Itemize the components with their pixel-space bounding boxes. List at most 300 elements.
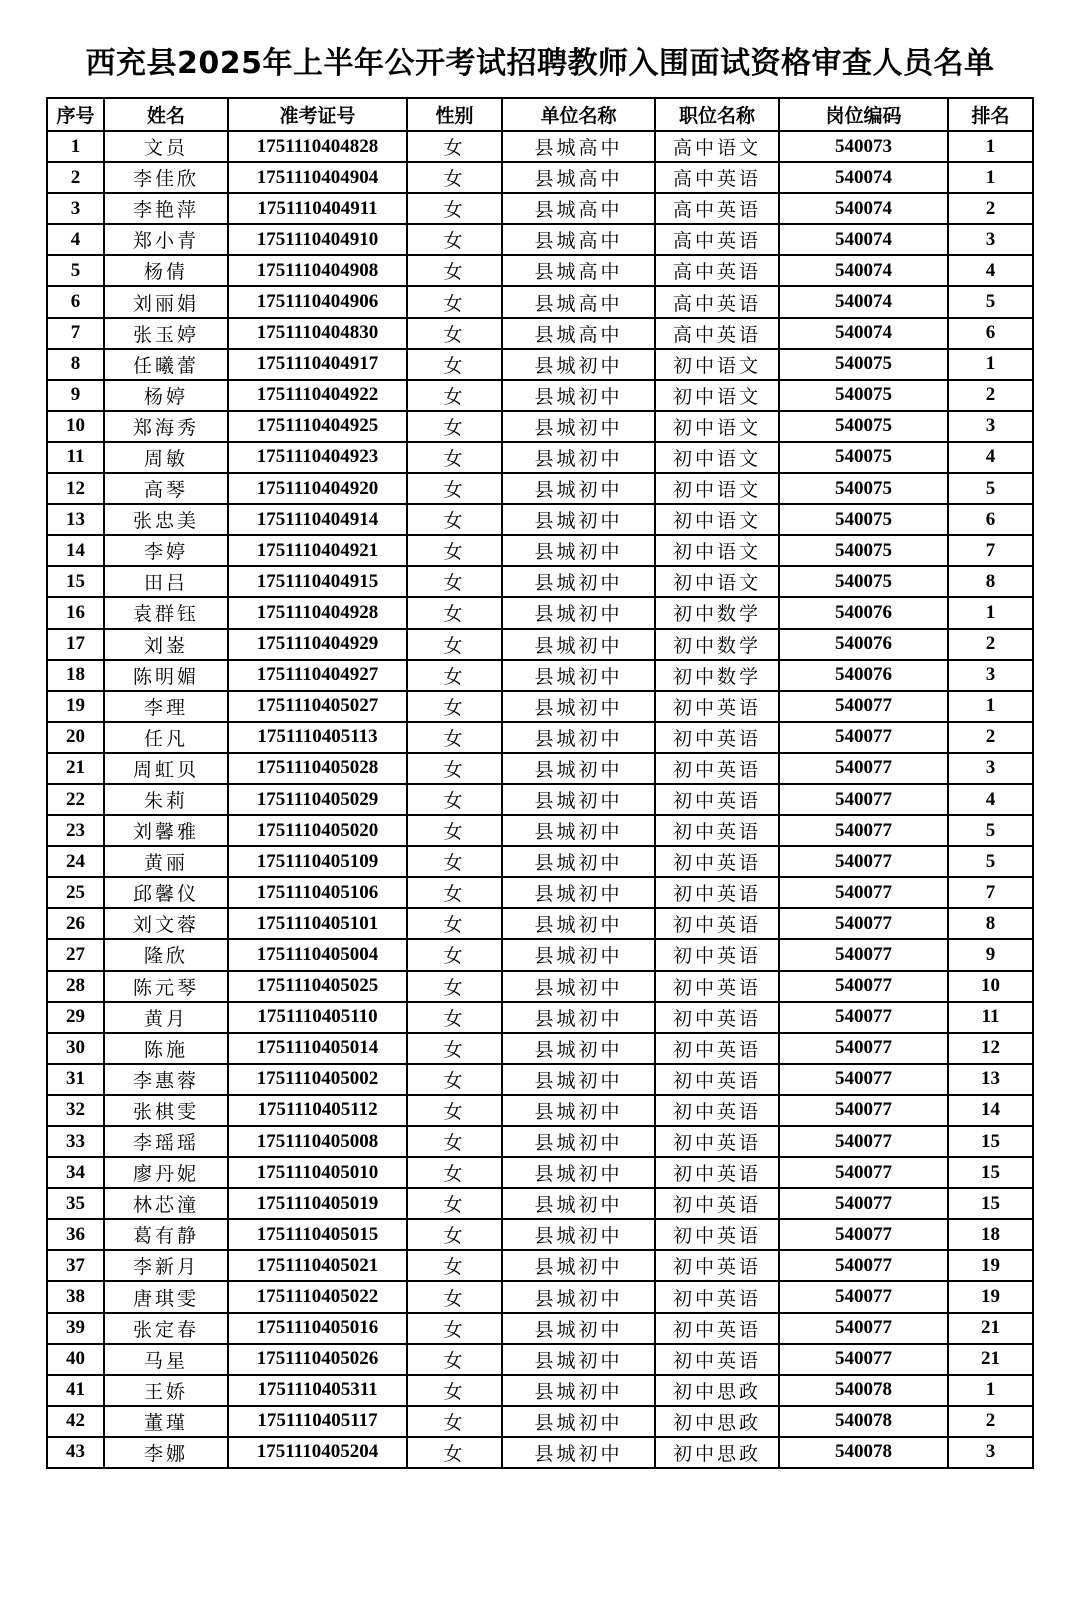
cell-gender: 女 [407,318,502,349]
cell-seq: 38 [47,1281,104,1312]
table-row [47,1281,1033,1312]
candidate-table [46,97,1034,1469]
cell-rank: 2 [948,629,1033,660]
cell-unit: 县城初中 [502,784,655,815]
cell-rank: 8 [948,566,1033,597]
cell-name: 杨倩 [104,255,228,286]
cell-gender: 女 [407,908,502,939]
cell-post-code: 540077 [779,1250,948,1281]
cell-name: 李佳欣 [104,162,228,193]
cell-position: 初中英语 [655,846,779,877]
cell-exam-id: 1751110404911 [228,193,407,224]
cell-exam-id: 1751110405113 [228,722,407,753]
cell-gender: 女 [407,131,502,162]
table-row [47,1033,1033,1064]
cell-seq: 21 [47,753,104,784]
table-row [47,535,1033,566]
cell-exam-id: 1751110405020 [228,815,407,846]
cell-gender: 女 [407,162,502,193]
cell-seq: 5 [47,255,104,286]
cell-seq: 9 [47,380,104,411]
table-row [47,380,1033,411]
cell-gender: 女 [407,722,502,753]
table-row [47,1406,1033,1437]
cell-name: 张忠美 [104,504,228,535]
cell-rank: 11 [948,1002,1033,1033]
cell-exam-id: 1751110405019 [228,1188,407,1219]
cell-gender: 女 [407,1250,502,1281]
cell-unit: 县城初中 [502,660,655,691]
cell-seq: 24 [47,846,104,877]
cell-name: 葛有静 [104,1219,228,1250]
cell-rank: 21 [948,1313,1033,1344]
cell-name: 任曦蕾 [104,349,228,380]
cell-seq: 2 [47,162,104,193]
cell-name: 刘文蓉 [104,908,228,939]
cell-position: 初中思政 [655,1437,779,1468]
cell-seq: 22 [47,784,104,815]
cell-seq: 30 [47,1033,104,1064]
cell-rank: 18 [948,1219,1033,1250]
cell-unit: 县城高中 [502,224,655,255]
cell-unit: 县城初中 [502,1437,655,1468]
table-row [47,1002,1033,1033]
cell-gender: 女 [407,815,502,846]
cell-name: 李婷 [104,535,228,566]
page-title: 西充县2025年上半年公开考试招聘教师入围面试资格审查人员名单 [85,46,995,81]
cell-position: 初中数学 [655,597,779,628]
cell-exam-id: 1751110405008 [228,1126,407,1157]
cell-post-code: 540077 [779,1344,948,1375]
cell-post-code: 540077 [779,908,948,939]
cell-position: 高中英语 [655,193,779,224]
cell-position: 高中语文 [655,131,779,162]
table-row [47,442,1033,473]
cell-seq: 14 [47,535,104,566]
cell-unit: 县城初中 [502,846,655,877]
cell-rank: 2 [948,722,1033,753]
cell-gender: 女 [407,1437,502,1468]
table-body [47,131,1033,1468]
cell-seq: 37 [47,1250,104,1281]
cell-gender: 女 [407,1375,502,1406]
cell-name: 隆欣 [104,939,228,970]
cell-post-code: 540077 [779,1219,948,1250]
cell-position: 初中语文 [655,566,779,597]
table-row [47,318,1033,349]
cell-gender: 女 [407,255,502,286]
cell-exam-id: 1751110404830 [228,318,407,349]
cell-position: 初中英语 [655,1157,779,1188]
cell-exam-id: 1751110404922 [228,380,407,411]
cell-exam-id: 1751110405204 [228,1437,407,1468]
cell-post-code: 540076 [779,660,948,691]
cell-rank: 5 [948,815,1033,846]
cell-rank: 9 [948,939,1033,970]
cell-position: 初中英语 [655,1344,779,1375]
cell-name: 李惠蓉 [104,1064,228,1095]
cell-gender: 女 [407,1219,502,1250]
cell-seq: 11 [47,442,104,473]
cell-unit: 县城初中 [502,908,655,939]
cell-position: 初中英语 [655,1281,779,1312]
cell-seq: 43 [47,1437,104,1468]
cell-seq: 33 [47,1126,104,1157]
cell-unit: 县城初中 [502,1033,655,1064]
cell-position: 初中英语 [655,1064,779,1095]
cell-rank: 5 [948,846,1033,877]
cell-post-code: 540077 [779,1313,948,1344]
cell-rank: 6 [948,318,1033,349]
cell-seq: 26 [47,908,104,939]
cell-name: 陈元琴 [104,971,228,1002]
cell-rank: 15 [948,1157,1033,1188]
cell-rank: 3 [948,1437,1033,1468]
cell-name: 朱莉 [104,784,228,815]
cell-rank: 2 [948,193,1033,224]
cell-rank: 2 [948,380,1033,411]
cell-seq: 1 [47,131,104,162]
cell-position: 初中语文 [655,442,779,473]
cell-seq: 29 [47,1002,104,1033]
cell-gender: 女 [407,660,502,691]
cell-seq: 15 [47,566,104,597]
cell-seq: 3 [47,193,104,224]
cell-rank: 4 [948,442,1033,473]
cell-exam-id: 1751110404925 [228,411,407,442]
table-header [47,98,1033,131]
table-row [47,1095,1033,1126]
cell-gender: 女 [407,193,502,224]
cell-seq: 25 [47,877,104,908]
cell-position: 初中英语 [655,1313,779,1344]
cell-rank: 3 [948,753,1033,784]
cell-name: 刘崟 [104,629,228,660]
cell-unit: 县城初中 [502,473,655,504]
cell-gender: 女 [407,473,502,504]
cell-position: 初中英语 [655,691,779,722]
cell-gender: 女 [407,846,502,877]
cell-name: 郑海秀 [104,411,228,442]
cell-position: 初中英语 [655,971,779,1002]
cell-exam-id: 1751110405015 [228,1219,407,1250]
cell-gender: 女 [407,877,502,908]
cell-exam-id: 1751110405022 [228,1281,407,1312]
cell-post-code: 540077 [779,722,948,753]
cell-position: 初中语文 [655,473,779,504]
cell-seq: 8 [47,349,104,380]
cell-gender: 女 [407,1002,502,1033]
table-row [47,193,1033,224]
cell-exam-id: 1751110405026 [228,1344,407,1375]
cell-unit: 县城初中 [502,1250,655,1281]
cell-seq: 27 [47,939,104,970]
cell-post-code: 540077 [779,1157,948,1188]
cell-position: 初中英语 [655,1188,779,1219]
cell-position: 初中语文 [655,504,779,535]
cell-post-code: 540075 [779,411,948,442]
cell-post-code: 540074 [779,224,948,255]
cell-unit: 县城初中 [502,380,655,411]
cell-post-code: 540077 [779,939,948,970]
cell-position: 初中英语 [655,1095,779,1126]
cell-position: 初中数学 [655,660,779,691]
cell-rank: 12 [948,1033,1033,1064]
cell-exam-id: 1751110404917 [228,349,407,380]
cell-unit: 县城初中 [502,411,655,442]
table-row [47,691,1033,722]
cell-exam-id: 1751110404927 [228,660,407,691]
cell-rank: 19 [948,1250,1033,1281]
cell-unit: 县城初中 [502,753,655,784]
column-header-unit: 单位名称 [502,98,655,131]
table-row [47,1126,1033,1157]
cell-post-code: 540073 [779,131,948,162]
cell-seq: 42 [47,1406,104,1437]
cell-exam-id: 1751110404915 [228,566,407,597]
table-row [47,1188,1033,1219]
cell-name: 陈施 [104,1033,228,1064]
cell-gender: 女 [407,939,502,970]
cell-unit: 县城高中 [502,255,655,286]
cell-rank: 19 [948,1281,1033,1312]
cell-gender: 女 [407,1344,502,1375]
cell-exam-id: 1751110405028 [228,753,407,784]
cell-name: 袁群钰 [104,597,228,628]
cell-seq: 12 [47,473,104,504]
cell-exam-id: 1751110405021 [228,1250,407,1281]
cell-name: 李瑶瑶 [104,1126,228,1157]
cell-post-code: 540074 [779,162,948,193]
cell-exam-id: 1751110405029 [228,784,407,815]
cell-name: 杨婷 [104,380,228,411]
cell-unit: 县城初中 [502,442,655,473]
table-row [47,255,1033,286]
cell-unit: 县城初中 [502,1375,655,1406]
cell-post-code: 540077 [779,1126,948,1157]
cell-position: 初中语文 [655,349,779,380]
cell-name: 李娜 [104,1437,228,1468]
table-row [47,566,1033,597]
cell-unit: 县城初中 [502,1313,655,1344]
table-row [47,131,1033,162]
cell-rank: 6 [948,504,1033,535]
cell-post-code: 540075 [779,473,948,504]
cell-post-code: 540077 [779,1281,948,1312]
cell-rank: 21 [948,1344,1033,1375]
cell-position: 高中英语 [655,255,779,286]
column-header-name: 姓名 [104,98,228,131]
cell-gender: 女 [407,349,502,380]
cell-post-code: 540075 [779,566,948,597]
column-header-position: 职位名称 [655,98,779,131]
cell-position: 初中思政 [655,1406,779,1437]
cell-position: 初中数学 [655,629,779,660]
cell-exam-id: 1751110404920 [228,473,407,504]
cell-rank: 1 [948,1375,1033,1406]
cell-post-code: 540077 [779,877,948,908]
table-row [47,1313,1033,1344]
cell-name: 刘丽娟 [104,286,228,317]
cell-gender: 女 [407,1126,502,1157]
cell-rank: 3 [948,224,1033,255]
column-header-seq: 序号 [47,98,104,131]
cell-post-code: 540077 [779,846,948,877]
cell-exam-id: 1751110405117 [228,1406,407,1437]
cell-unit: 县城初中 [502,349,655,380]
table-row [47,1344,1033,1375]
cell-exam-id: 1751110404929 [228,629,407,660]
cell-position: 初中语文 [655,535,779,566]
cell-gender: 女 [407,1406,502,1437]
cell-exam-id: 1751110404904 [228,162,407,193]
cell-unit: 县城初中 [502,722,655,753]
cell-exam-id: 1751110404914 [228,504,407,535]
cell-gender: 女 [407,566,502,597]
cell-seq: 28 [47,971,104,1002]
cell-name: 周虹贝 [104,753,228,784]
cell-post-code: 540075 [779,504,948,535]
cell-gender: 女 [407,1064,502,1095]
table-row [47,224,1033,255]
cell-unit: 县城初中 [502,1095,655,1126]
cell-exam-id: 1751110405010 [228,1157,407,1188]
cell-seq: 6 [47,286,104,317]
cell-post-code: 540077 [779,691,948,722]
cell-name: 马星 [104,1344,228,1375]
cell-seq: 17 [47,629,104,660]
header-row [47,98,1033,131]
cell-name: 李新月 [104,1250,228,1281]
cell-unit: 县城初中 [502,629,655,660]
cell-gender: 女 [407,1095,502,1126]
cell-seq: 31 [47,1064,104,1095]
cell-rank: 4 [948,255,1033,286]
cell-rank: 15 [948,1188,1033,1219]
table-row [47,877,1033,908]
cell-seq: 39 [47,1313,104,1344]
column-header-post-code: 岗位编码 [779,98,948,131]
cell-position: 初中英语 [655,1033,779,1064]
cell-post-code: 540075 [779,349,948,380]
cell-unit: 县城初中 [502,1344,655,1375]
table-row [47,784,1033,815]
cell-post-code: 540075 [779,442,948,473]
cell-name: 高琴 [104,473,228,504]
table-row [47,846,1033,877]
cell-name: 张定春 [104,1313,228,1344]
table-row [47,1375,1033,1406]
cell-name: 周敏 [104,442,228,473]
cell-post-code: 540074 [779,255,948,286]
cell-unit: 县城初中 [502,1281,655,1312]
table-row [47,660,1033,691]
cell-rank: 5 [948,286,1033,317]
cell-seq: 19 [47,691,104,722]
cell-exam-id: 1751110404921 [228,535,407,566]
cell-exam-id: 1751110405106 [228,877,407,908]
cell-rank: 3 [948,411,1033,442]
cell-unit: 县城高中 [502,286,655,317]
cell-name: 田吕 [104,566,228,597]
cell-exam-id: 1751110405027 [228,691,407,722]
cell-position: 高中英语 [655,286,779,317]
cell-name: 郑小青 [104,224,228,255]
cell-gender: 女 [407,1313,502,1344]
cell-rank: 5 [948,473,1033,504]
table-row [47,753,1033,784]
cell-post-code: 540077 [779,753,948,784]
cell-rank: 14 [948,1095,1033,1126]
cell-name: 李艳萍 [104,193,228,224]
cell-name: 黄丽 [104,846,228,877]
cell-rank: 8 [948,908,1033,939]
cell-unit: 县城初中 [502,535,655,566]
table-row [47,1437,1033,1468]
table-row [47,162,1033,193]
cell-seq: 40 [47,1344,104,1375]
cell-position: 初中英语 [655,939,779,970]
column-header-gender: 性别 [407,98,502,131]
cell-gender: 女 [407,535,502,566]
cell-unit: 县城高中 [502,193,655,224]
cell-position: 初中英语 [655,1126,779,1157]
cell-seq: 7 [47,318,104,349]
cell-name: 邱馨仪 [104,877,228,908]
table-row [47,971,1033,1002]
table-row [47,286,1033,317]
cell-unit: 县城初中 [502,815,655,846]
cell-post-code: 540077 [779,815,948,846]
cell-post-code: 540077 [779,971,948,1002]
cell-seq: 10 [47,411,104,442]
cell-name: 张玉婷 [104,318,228,349]
cell-gender: 女 [407,504,502,535]
cell-seq: 18 [47,660,104,691]
table-row [47,1064,1033,1095]
cell-seq: 16 [47,597,104,628]
table-row [47,629,1033,660]
cell-name: 李理 [104,691,228,722]
cell-post-code: 540078 [779,1375,948,1406]
cell-exam-id: 1751110405110 [228,1002,407,1033]
cell-unit: 县城初中 [502,1126,655,1157]
table-row [47,473,1033,504]
cell-rank: 1 [948,131,1033,162]
cell-gender: 女 [407,380,502,411]
cell-unit: 县城初中 [502,971,655,1002]
cell-post-code: 540078 [779,1437,948,1468]
cell-post-code: 540077 [779,1064,948,1095]
cell-rank: 10 [948,971,1033,1002]
cell-exam-id: 1751110404928 [228,597,407,628]
cell-seq: 41 [47,1375,104,1406]
cell-position: 初中语文 [655,380,779,411]
table-row [47,1219,1033,1250]
cell-gender: 女 [407,1157,502,1188]
cell-gender: 女 [407,442,502,473]
table-row [47,349,1033,380]
cell-position: 初中英语 [655,1219,779,1250]
cell-exam-id: 1751110404906 [228,286,407,317]
cell-name: 文员 [104,131,228,162]
cell-post-code: 540074 [779,318,948,349]
cell-seq: 23 [47,815,104,846]
cell-post-code: 540075 [779,535,948,566]
cell-unit: 县城初中 [502,566,655,597]
cell-seq: 35 [47,1188,104,1219]
cell-rank: 7 [948,535,1033,566]
